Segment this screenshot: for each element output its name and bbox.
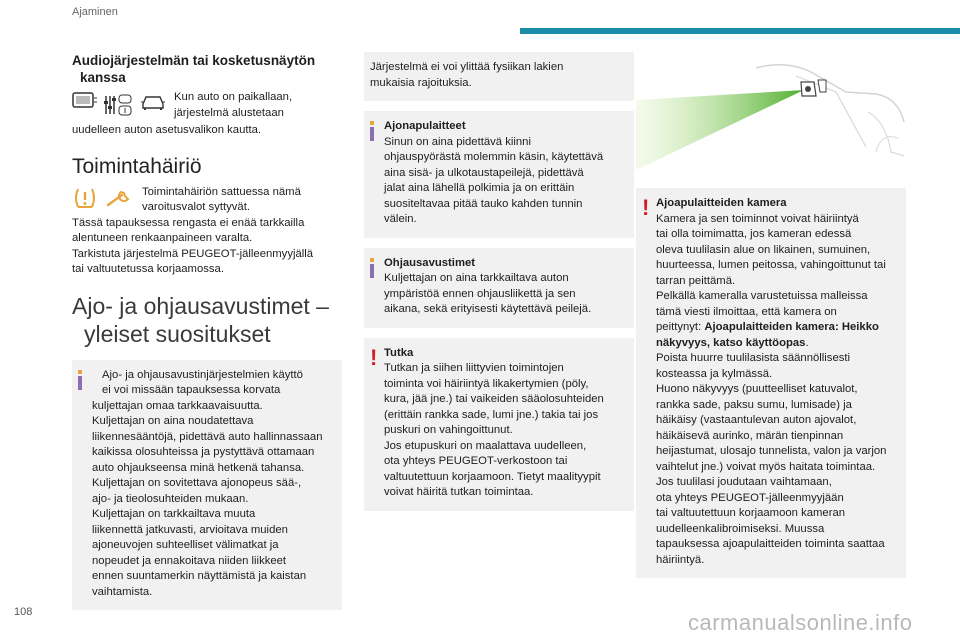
box-title: Tutka	[384, 346, 414, 359]
info-line: ajo- ja tieolosuhteiden mukaan.	[92, 492, 249, 505]
info-line: kuljettajan omaa tarkkaavaisuutta.	[92, 399, 263, 412]
reset-line-1: Kun auto on paikallaan,	[174, 91, 293, 103]
box-line: toiminta voi häiriintyä likakertymien (pöly,	[384, 377, 589, 390]
box-line: jalat aina lähellä polkimia ja on erittäin	[384, 182, 575, 194]
camera-message-bold-2: näkyvyys, katso käyttöopas	[656, 336, 806, 349]
malfunction-text-1: Tässä tapauksessa rengasta ei enää tarkkailla	[72, 216, 305, 229]
box-title: Ajonapulaitteet	[384, 120, 466, 132]
box-line: tapauksessa ajoapulaitteiden toiminta saattaa	[656, 538, 885, 550]
box-title: Ajoapulaitteiden kamera	[656, 197, 787, 209]
malfunction-row	[72, 185, 342, 216]
box-line: aina sisä- ja ulkotaustapeilejä, pidettävä	[384, 166, 584, 179]
warning-icon: !	[370, 344, 378, 370]
box-line: Pelkällä kameralla varustetuissa malleissa	[656, 290, 868, 302]
box-line: huurteessa, lumen peitossa, vahingoittunut tai	[656, 259, 886, 271]
box-line: vaihtelut jne.) voivat myös haitata toimintaa.	[656, 460, 876, 473]
section-title-line-2: yleiset suositukset	[84, 320, 271, 347]
header-accent-bar	[520, 28, 960, 34]
box-line: ota yhteys PEUGEOT-jälleenmyyjään	[656, 491, 844, 504]
box-line: välein.	[384, 213, 417, 225]
subheading-audio	[72, 52, 342, 86]
info-icon	[78, 370, 82, 390]
camera-message-line	[656, 320, 894, 336]
tyre-warning-icon	[72, 187, 98, 214]
settings-car-icon	[104, 92, 134, 123]
malfunction-text-2: alentuneen renkaanpaineen varalta.	[72, 232, 253, 244]
physics-line: mukaisia rajoituksia.	[370, 76, 472, 89]
reset-row	[72, 90, 342, 123]
box-line: Kuljettajan on aina tarkkailtava auton	[384, 272, 569, 284]
box-title: Ohjausavustimet	[384, 256, 476, 269]
camera-message-bold-1: Ajoapulaitteiden kamera: Heikko	[704, 321, 879, 333]
box-line: ympäristöä ennen ohjausliikettä ja sen	[384, 287, 576, 300]
box-physics	[364, 52, 634, 101]
info-line: nopeudet ja ennakoitava niiden liikkeet	[92, 554, 287, 567]
warning-box-camera	[636, 188, 906, 578]
box-line: tai olla toimimatta, jos kameran edessä	[656, 228, 852, 240]
physics-line: Järjestelmä ei voi ylittää fysiikan lakien	[370, 61, 564, 73]
info-line: liikennesääntöjä, pidettävä auto hallinnassaan	[92, 430, 323, 443]
malfunction-text-3: Tarkistuta järjestelmä PEUGEOT-jälleenmyyjällä	[72, 247, 314, 260]
section-title-driving-aids	[72, 292, 342, 348]
info-icon	[370, 258, 374, 278]
info-line: kaikissa olosuhteissa ja pystyttävä ottamaan	[92, 446, 315, 458]
box-line: häikäisevä aurinko, märän tienpinnan	[656, 429, 844, 442]
screen-icon	[72, 92, 98, 123]
box-line: ohjauspyörästä molemmin käsin, käytettävä	[384, 151, 604, 163]
box-line: Tutkan ja siihen liittyvien toimintojen	[384, 362, 564, 374]
warning-icon: !	[642, 195, 650, 220]
info-line: ajoneuvojen suhteelliset välimatkat ja	[92, 539, 279, 551]
info-line: ei voi missään tapauksessa korvata	[102, 384, 281, 396]
box-line: Sinun on aina pidettävä kiinni	[384, 135, 531, 148]
column-3	[636, 52, 906, 588]
box-line: tai valtuutettuun korjaamoon kameran	[656, 507, 846, 519]
box-line: Jos etupuskuri on maalattava uudelleen,	[384, 439, 587, 452]
info-line: liikennettä jatkuvasti, arvioitava muiden	[92, 523, 288, 536]
service-wrench-icon	[104, 187, 134, 214]
malfunction-line-2: varoitusvalot syttyvät.	[142, 201, 250, 213]
info-box-driving-aids	[364, 111, 634, 238]
box-line: Kamera ja sen toiminnot voivat häiriintyä	[656, 212, 859, 225]
info-line: vaihtamista.	[92, 585, 153, 598]
info-line: Ajo- ja ohjausavustinjärjestelmien käyttö	[102, 368, 303, 381]
box-line: aikana, sekä erityisesti käytettävä peilejä.	[384, 303, 592, 315]
box-line: valtuutettuun korjaamoon. Tietyt maalityypit	[384, 470, 601, 483]
box-line: uudelleenkalibroimiseksi. Muussa	[656, 522, 825, 535]
box-line: oleva tuulilasin alue on likainen, sumuinen,	[656, 243, 871, 256]
reset-line-2: järjestelmä alustetaan	[174, 106, 284, 119]
section-title-line-1: Ajo- ja ohjausavustimet –	[72, 292, 329, 319]
watermark: carmanualsonline.info	[688, 610, 913, 635]
subheading-line-1: Audiojärjestelmän tai kosketusnäytön	[72, 53, 316, 68]
box-line: puskuri on vahingoittunut.	[384, 424, 513, 436]
camera-period: .	[805, 336, 809, 349]
box-line: (erittäin rankka sade, lumi jne.) takia tai jos	[384, 408, 599, 421]
page-number: 108	[14, 606, 33, 618]
camera-prefix: peittynyt:	[656, 321, 705, 333]
info-icon	[370, 121, 374, 141]
info-line: auto ohjaukseensa minä hetkenä tahansa.	[92, 461, 305, 474]
box-line: häikäisy (vastaantulevan auton ajovalot,	[656, 414, 857, 426]
box-line: tämä viesti ilmoittaa, että kamera on	[656, 305, 837, 318]
reset-line-3: uudelleen auton asetusvalikon kautta.	[72, 124, 262, 136]
malfunction-line-1: Toimintahäiriön sattuessa nämä	[142, 185, 301, 198]
box-line: heijastumat, ulosajo tunnelista, valon ja varjon	[656, 445, 887, 457]
header-section-title: Ajaminen	[72, 6, 118, 18]
info-line: ennen suuntamerkin näyttämistä ja kaistan	[92, 570, 307, 582]
malfunction-text-4: tai valtuutetussa korjaamossa.	[72, 263, 224, 275]
box-line: suositeltavaa pitää tauko kahden tunnin	[384, 197, 583, 210]
box-line: kosteassa ja kylmässä.	[656, 367, 773, 380]
box-line: Jos tuulilasi joudutaan vaihtamaan,	[656, 476, 832, 488]
warning-box-radar	[364, 338, 634, 511]
info-line: Kuljettajan on aina noudatettava	[92, 415, 254, 427]
info-box-general	[72, 360, 342, 611]
camera-message-line-2	[656, 336, 894, 352]
box-line: kura, jää jne.) tai vaikeiden sääolosuhteiden	[384, 393, 604, 405]
car-outline-icon	[140, 92, 166, 123]
box-line: voivat häiritä tutkan toimintaa.	[384, 486, 534, 498]
info-box-steering-aids	[364, 248, 634, 328]
box-line: ota yhteys PEUGEOT-verkostoon tai	[384, 455, 568, 467]
box-line: tarran peittämä.	[656, 274, 736, 287]
column-1	[72, 52, 342, 620]
info-line: Kuljettajan on tarkkailtava muuta	[92, 508, 256, 520]
camera-illustration	[636, 52, 906, 182]
box-line: häiriintyä.	[656, 553, 705, 566]
box-line: Huono näkyvyys (puutteelliset katuvalot,	[656, 383, 858, 395]
box-line: Poista huurre tuulilasista säännöllisesti	[656, 352, 851, 364]
column-2	[364, 52, 634, 521]
box-line: rankka sade, paksu sumu, lumisade) ja	[656, 398, 852, 411]
info-line: Kuljettajan on sovitettava ajonopeus sää-,	[92, 477, 302, 489]
subheading-line-2: kanssa	[80, 70, 126, 85]
malfunction-heading: Toimintahäiriö	[72, 154, 202, 178]
